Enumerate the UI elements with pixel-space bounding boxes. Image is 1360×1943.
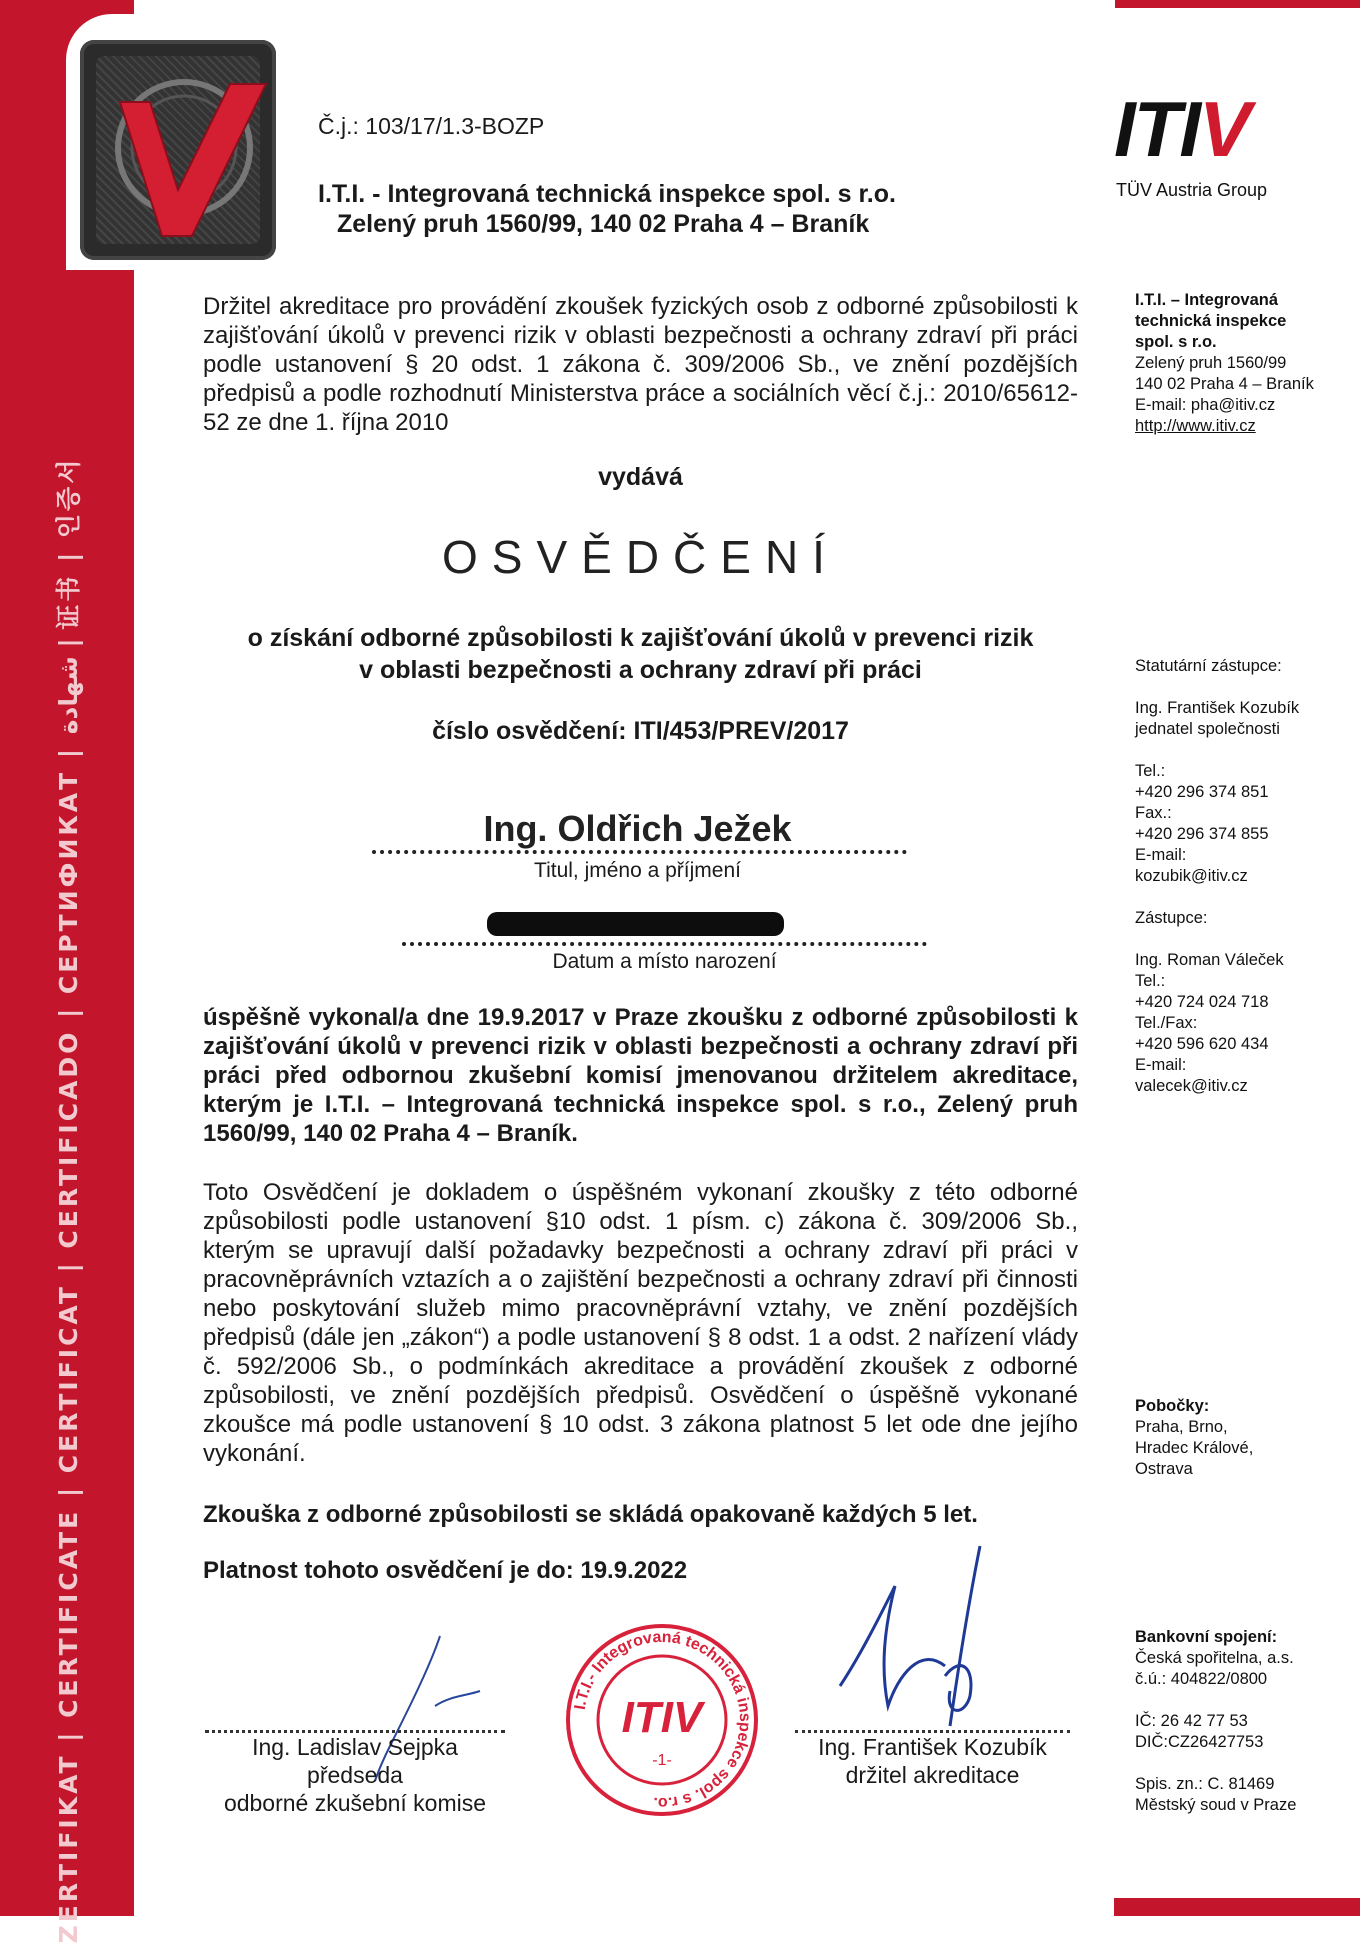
company-dic: DIČ:CZ26427753	[1135, 1733, 1264, 1751]
stamp-number: -1-	[652, 1752, 672, 1769]
top-right-accent	[1115, 0, 1360, 8]
itiv-stamp	[562, 1620, 762, 1820]
name-dotted-line	[372, 850, 907, 854]
deputy-heading: Zástupce:	[1135, 909, 1208, 927]
brand-tagline: TÜV Austria Group	[1116, 180, 1268, 200]
company-ico: IČ: 26 42 77 53	[1135, 1712, 1248, 1730]
deputy-name: Ing. Roman Váleček	[1135, 951, 1284, 969]
company-street: Zelený pruh 1560/99	[1135, 354, 1287, 372]
statutory-tel: +420 296 374 851	[1135, 783, 1269, 801]
wordmark-iti: ITI	[1114, 85, 1199, 173]
stamp-center: ITIV	[621, 1693, 703, 1742]
sidebar-deputy	[1135, 908, 1284, 1097]
birth-dotted-line	[402, 942, 927, 946]
deputy-email: valecek@itiv.cz	[1135, 1077, 1248, 1095]
stamp-ring-text: I.T.I.- Integrovaná technická inspekce spol. s r.o.	[571, 1628, 754, 1812]
left-certificate-band	[0, 0, 134, 1943]
left-signer-role: předseda	[307, 1762, 403, 1788]
deputy-telfax: +420 596 620 434	[1135, 1035, 1269, 1053]
holder-name-caption: Titul, jméno a příjmení	[534, 859, 741, 882]
deputy-tel-label: Tel.:	[1135, 972, 1166, 990]
accreditation-paragraph: Držitel akreditace pro provádění zkoušek fyzických osob z odborné způsobilosti k zajišťování úkolů v prevenci rizik v oblasti bezpečnosti a ochrany zdraví při práci podle ustanovení § 20 odst. 1 zákona č. 309/2006 Sb., ve znění pozdějších předpisů a podle rozhodnutí Ministerstva práce a sociálních věcí č.j.: 2010/65612-52 ze dne 1. října 2010	[203, 293, 1078, 436]
branches-line3: Ostrava	[1135, 1460, 1193, 1478]
statutory-heading: Statutární zástupce:	[1135, 657, 1282, 675]
subject-line2: v oblasti bezpečnosti a ochrany zdraví při práci	[359, 656, 922, 684]
exam-result-paragraph: úspěšně vykonal/a dne 19.9.2017 v Praze zkoušku z odborné způsobilosti k zajišťování úkolů v prevenci rizik v oblasti bezpečnosti a ochrany zdraví při práci před odbornou zkušební komisí jmenovanou držitelem akreditace, kterým je I.T.I. – Integrovaná technická inspekce spol. s r.o., Zelený pruh 1560/99, 140 02 Praha 4 – Braník.	[203, 1004, 1078, 1147]
company-file-no: Spis. zn.: C. 81469	[1135, 1775, 1275, 1793]
statutory-email: kozubik@itiv.cz	[1135, 867, 1248, 885]
company-line3: spol. s r.o.	[1135, 333, 1217, 351]
issues-label: vydává	[598, 463, 683, 491]
right-signature-scribble	[840, 1546, 1040, 1736]
itiv-wordmark	[1114, 85, 1250, 173]
certificate-title: OSVĚDČENÍ	[442, 531, 839, 583]
right-signer-name: Ing. František Kozubík	[818, 1734, 1047, 1760]
company-court: Městský soud v Praze	[1135, 1796, 1297, 1814]
subject-line1: o získání odborné způsobilosti k zajišťování úkolů v prevenci rizik	[247, 624, 1034, 652]
repeat-note: Zkouška z odborné způsobilosti se skládá opakovaně každých 5 let.	[203, 1501, 978, 1528]
valid-until: Platnost tohoto osvědčení je do: 19.9.2022	[203, 1557, 688, 1584]
issuer-name: I.T.I. - Integrovaná technická inspekce spol. s r.o.	[318, 180, 896, 208]
holder-name: Ing. Oldřich Ježek	[483, 808, 792, 849]
deputy-telfax-label: Tel./Fax:	[1135, 1014, 1198, 1032]
sidebar-bank	[1135, 1627, 1296, 1816]
deputy-tel: +420 724 024 718	[1135, 993, 1269, 1011]
deputy-email-label: E-mail:	[1135, 1056, 1187, 1074]
band-multilingual-text: ZERTIFIKAT | CERTIFICATE | CERTIFICAT | CERTIFICADO | СЕРТИФИКАТ | شهادة | 证书 | 인증서	[54, 456, 83, 1943]
reference-number: Č.j.: 103/17/1.3-BOZP	[318, 113, 545, 139]
certificate-number: číslo osvědčení: ITI/453/PREV/2017	[432, 717, 849, 745]
company-city: 140 02 Praha 4 – Braník	[1135, 375, 1314, 393]
left-signer-name: Ing. Ladislav Sejpka	[252, 1734, 458, 1760]
sidebar-company	[1135, 290, 1314, 437]
sidebar-statutory	[1135, 656, 1299, 887]
statutory-email-label: E-mail:	[1135, 846, 1187, 864]
redacted-birth-info	[487, 912, 784, 936]
bank-name: Česká spořitelna, a.s.	[1135, 1649, 1294, 1667]
wordmark-v: V	[1199, 85, 1250, 173]
statutory-fax: +420 296 374 855	[1135, 825, 1269, 843]
statutory-fax-label: Fax.:	[1135, 804, 1172, 822]
company-line2: technická inspekce	[1135, 312, 1287, 330]
left-signer-committee: odborné zkušební komise	[223, 1790, 487, 1816]
branches-line1: Praha, Brno,	[1135, 1418, 1228, 1436]
bottom-right-accent	[1114, 1898, 1360, 1916]
birth-caption: Datum a místo narození	[552, 950, 777, 973]
company-web-link[interactable]: http://www.itiv.cz	[1135, 417, 1256, 435]
right-signer-role: držitel akreditace	[845, 1762, 1020, 1788]
sidebar-branches	[1135, 1396, 1253, 1480]
company-line1: I.T.I. – Integrovaná	[1135, 291, 1279, 309]
validity-paragraph: Toto Osvědčení je dokladem o úspěšném vykonaní zkoušky z této odborné způsobilosti podle ustanovení §10 odst. 1 písm. c) zákona č. 309/2006 Sb., kterým se upravují další požadavky bezpečnosti a ochrany zdraví při práci v pracovněprávních vztazích a o zajištění bezpečnosti a ochrany zdraví při činnosti nebo poskytování služeb mimo pracovněprávní vztahy, ve znění pozdějších předpisů (dále jen „zákon“) a podle ustanovení § 8 odst. 1 a odst. 2 nařízení vlády č. 592/2006 Sb., o podmínkách akreditace a provádění zkoušek z odborné způsobilosti, ve znění pozdějších předpisů. Osvědčení o úspěšně vykonané zkoušce má podle ustanovení § 10 odst. 3 zákona platnost 5 let ode dne jejího vykonání.	[203, 1179, 1078, 1467]
statutory-role: jednatel společnosti	[1135, 720, 1280, 738]
bank-account: č.ú.: 404822/0800	[1135, 1670, 1268, 1688]
bank-heading: Bankovní spojení:	[1135, 1628, 1278, 1646]
check-mark-icon	[80, 40, 276, 260]
statutory-name: Ing. František Kozubík	[1135, 699, 1300, 717]
certificate-subject	[203, 622, 1078, 686]
branches-heading: Pobočky:	[1135, 1397, 1210, 1415]
check-mark-logo	[80, 40, 276, 260]
issuer-address: Zelený pruh 1560/99, 140 02 Praha 4 – Braník	[337, 210, 870, 238]
company-email: E-mail: pha@itiv.cz	[1135, 396, 1276, 414]
branches-line2: Hradec Králové,	[1135, 1439, 1254, 1457]
statutory-tel-label: Tel.:	[1135, 762, 1166, 780]
